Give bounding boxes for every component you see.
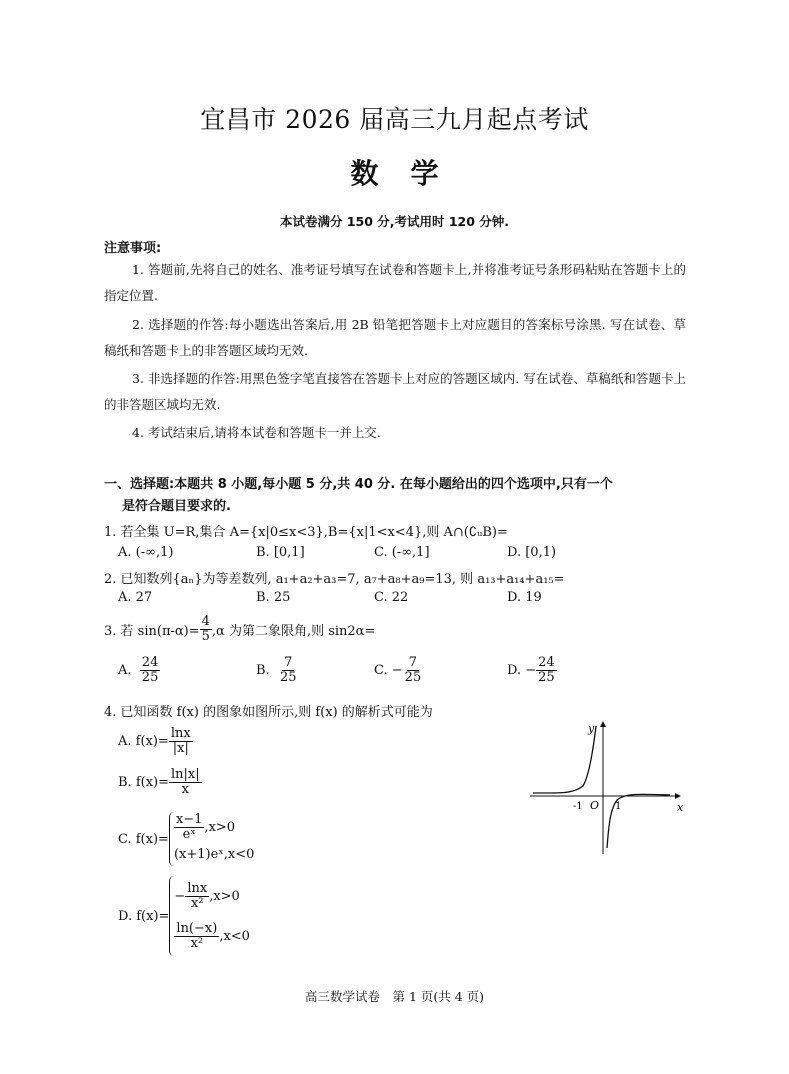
q3-a-den: 25 bbox=[141, 669, 159, 685]
tick-pos-one: 1 bbox=[615, 801, 622, 812]
q4-c-case2: (x+1)eˣ,x<0 bbox=[173, 846, 255, 862]
q4-d-den1: x² bbox=[190, 895, 204, 911]
q2-option-b: B. 25 bbox=[256, 590, 291, 605]
notice-heading: 注意事项: bbox=[104, 241, 162, 256]
q3-c-num: 7 bbox=[408, 655, 418, 670]
q4-option-c bbox=[118, 812, 254, 866]
q3-c-den: 25 bbox=[404, 669, 422, 685]
q3-stem-left: 3. 若 sin(π-α)= bbox=[104, 623, 200, 639]
q4-b-num: ln|x| bbox=[171, 767, 200, 782]
section-heading bbox=[104, 474, 689, 518]
question-3-stem bbox=[104, 615, 375, 643]
question-2-stem: 2. 已知数列{aₙ}为等差数列, a₁+a₂+a₃=7, a₇+a₈+a₉=13, 则 a₁₃+a₁₄+a₁₅= bbox=[104, 572, 565, 587]
q4-c-case1 bbox=[174, 812, 254, 842]
q4-function-graph bbox=[525, 716, 690, 856]
q1-option-b: B. [0,1] bbox=[256, 545, 305, 560]
q4-a-frac bbox=[169, 727, 193, 755]
q1-option-d: D. [0,1) bbox=[507, 545, 557, 560]
q4-c-den: eˣ bbox=[182, 826, 196, 842]
curve-left-branch bbox=[533, 726, 596, 793]
q4-c-brace bbox=[169, 812, 254, 866]
q3-option-d-frac bbox=[536, 656, 557, 684]
q4-c-case1-cond: ,x>0 bbox=[204, 819, 236, 835]
q3-option-b-label: B. bbox=[256, 662, 270, 678]
q3-option-d bbox=[507, 656, 557, 684]
notice-item-3: 3. 非选择题的作答:用黑色签字笔直接答在答题卡上对应的答题区域内. 写在试卷、草稿纸和答题卡上的非答题区域均无效. bbox=[104, 371, 686, 412]
q4-c-frac bbox=[174, 813, 205, 841]
q4-d-num1: lnx bbox=[187, 880, 208, 896]
q3-option-c-label: C. bbox=[374, 662, 388, 678]
q4-b-label: B. f(x)= bbox=[118, 774, 169, 790]
q4-d-den2: x² bbox=[190, 935, 204, 951]
q3-a-num: 24 bbox=[141, 655, 159, 670]
section-heading-line2: 是符合题目要求的. bbox=[122, 499, 231, 514]
q3-d-num: 24 bbox=[538, 655, 555, 670]
q4-d-case1 bbox=[174, 876, 250, 916]
q1-option-a: A. (-∞,1) bbox=[118, 545, 174, 560]
question-1-stem: 1. 若全集 U=R,集合 A={x|0≤x<3},B={x|1<x<4},则 A∩(∁ᵤB)= bbox=[104, 525, 508, 540]
notice-item-2: 2. 选择题的作答:每小题选出答案后,用 2B 铅笔把答题卡上对应题目的答案标号涂黑. 写在试卷、草稿纸和答题卡上的非答题区域均无效. bbox=[104, 317, 686, 358]
q4-d-case1-cond: ,x>0 bbox=[209, 888, 240, 904]
q3-option-a bbox=[118, 656, 160, 684]
q4-d-label: D. f(x)= bbox=[118, 908, 170, 924]
q4-option-d bbox=[118, 876, 250, 956]
exam-title: 宜昌市 2026 届高三九月起点考试 bbox=[200, 105, 589, 134]
q4-option-a bbox=[118, 727, 193, 755]
q4-option-b bbox=[118, 768, 202, 796]
q4-d-case2-cond: ,x<0 bbox=[219, 928, 250, 944]
section-heading-line1: 一、选择题:本题共 8 小题,每小题 5 分,共 40 分. 在每小题给出的四个选项中,只有一个 bbox=[104, 477, 613, 492]
notice-item-4: 4. 考试结束后,请将本试卷和答题卡一并上交. bbox=[132, 425, 381, 440]
q3-option-a-frac bbox=[140, 656, 161, 684]
q3-option-b-frac bbox=[278, 656, 299, 684]
x-axis-label: x bbox=[677, 801, 684, 814]
q3-b-den: 25 bbox=[279, 669, 297, 685]
q3-frac-den: 5 bbox=[201, 628, 210, 644]
q4-b-frac bbox=[169, 768, 202, 796]
q3-stem-right: ,α 为第二象限角,则 sin2α= bbox=[211, 623, 376, 639]
exam-info: 本试卷满分 150 分,考试用时 120 分钟. bbox=[279, 214, 510, 229]
origin-label: O bbox=[590, 799, 600, 812]
q4-c-num: x−1 bbox=[175, 811, 203, 827]
q3-option-a-label: A. bbox=[118, 662, 132, 678]
question-4-stem: 4. 已知函数 f(x) 的图象如图所示,则 f(x) 的解析式可能为 bbox=[104, 705, 433, 720]
q4-a-num: lnx bbox=[170, 726, 191, 741]
q3-d-sign: − bbox=[525, 662, 537, 678]
q4-a-label: A. f(x)= bbox=[118, 733, 169, 749]
q4-d-num2: ln(−x) bbox=[176, 920, 218, 936]
q4-d-brace bbox=[169, 876, 250, 956]
q1-option-c: C. (-∞,1] bbox=[374, 545, 430, 560]
tick-neg-one: -1 bbox=[573, 801, 583, 812]
q3-d-den: 25 bbox=[538, 669, 555, 685]
q2-option-c: C. 22 bbox=[374, 590, 409, 605]
q4-d-frac2 bbox=[174, 922, 219, 950]
q4-d-case2 bbox=[174, 916, 250, 956]
y-axis-label: y bbox=[588, 722, 595, 735]
notice-item-1: 1. 答题前,先将自己的姓名、准考证号填写在试卷和答题卡上,并将准考证号条形码粘贴在答题卡上的指定位置. bbox=[104, 262, 686, 303]
q4-c-label: C. f(x)= bbox=[118, 831, 169, 847]
q4-b-den: x bbox=[181, 781, 189, 797]
q3-option-d-label: D. bbox=[507, 662, 522, 678]
q4-d-frac1 bbox=[185, 882, 209, 910]
q2-option-d: D. 19 bbox=[507, 590, 542, 605]
q2-option-a: A. 27 bbox=[118, 590, 153, 605]
q3-frac-num: 4 bbox=[201, 614, 210, 629]
q3-fraction bbox=[200, 615, 212, 643]
subject-title: 数学 bbox=[350, 157, 471, 190]
q3-c-sign: − bbox=[391, 662, 403, 678]
q3-option-c bbox=[374, 656, 423, 684]
q4-d-minus: − bbox=[174, 888, 186, 904]
page-footer: 高三数学试卷 第 1 页(共 4 页) bbox=[304, 989, 485, 1004]
q3-b-num: 7 bbox=[284, 655, 293, 670]
q3-option-c-frac bbox=[403, 656, 424, 684]
q4-a-den: |x| bbox=[172, 740, 189, 756]
q3-option-b bbox=[256, 656, 299, 684]
